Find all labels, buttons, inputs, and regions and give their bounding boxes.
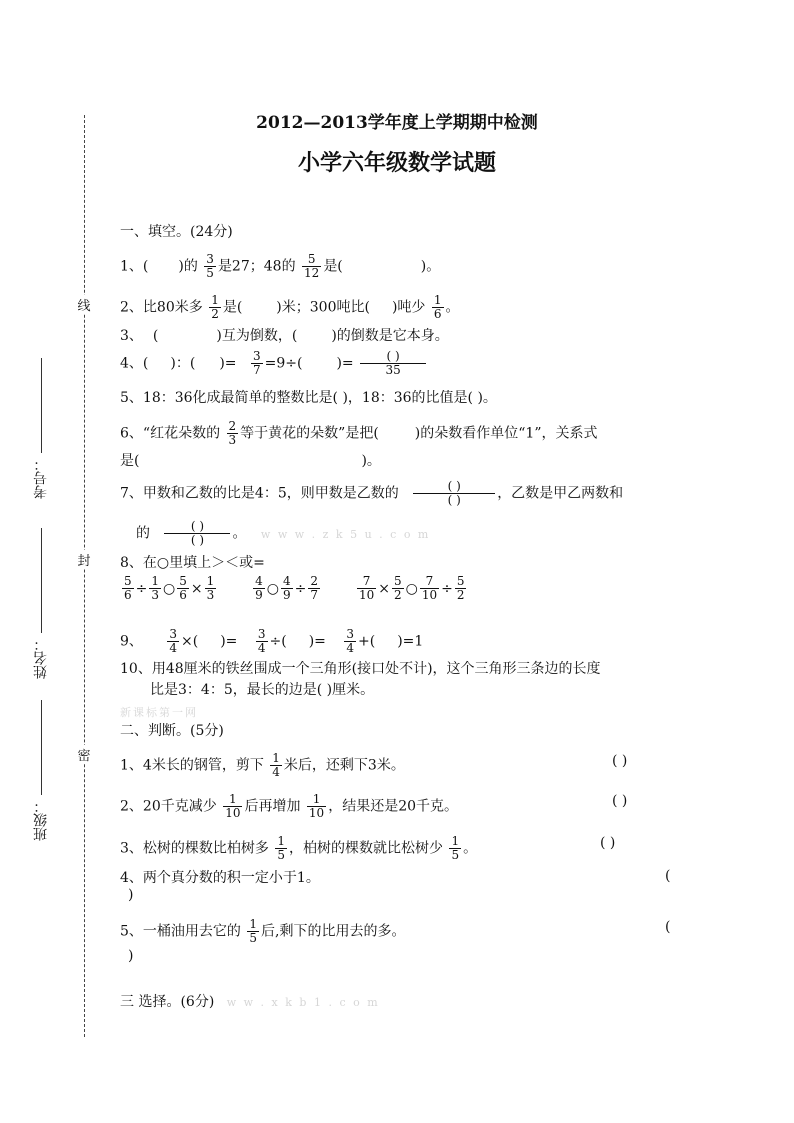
judge-answer-4-close: ) [128,887,134,903]
judge-answer-5-open[interactable]: ( [665,919,671,935]
judge-answer-4-open[interactable]: ( [665,868,671,884]
question-1-6: 6、“红花朵数的 $\frac{2}{3}$ 等于黄花的朵数”是把( )的朵数看作单位“1”，关系式 [120,419,598,447]
fraction: $\frac{3}{7}$ [252,349,261,377]
question-1-9: 9、 $\frac{3}{4}$ ×( )= $\frac{3}{4}$ ÷( )= $\frac{3}{4}$ +( )=1 [120,627,424,655]
compare-item-2: $\frac{4}{9}$ ○ $\frac{4}{9}$ ÷ $\frac{2}{7}$ [255,574,319,602]
class-label: 班级： [33,799,49,841]
binding-char-mi: 密 [76,745,92,764]
question-1-10-line2: 比是3：4：5，最长的边是( )厘米。 [150,682,375,698]
student-name-line [41,528,42,633]
section1-heading: 一、填空。(24分) [120,224,233,240]
class-line [41,700,42,795]
section3-heading: 三 选择。(6分) w w . x k b 1 . c o m [120,994,380,1010]
binding-char-feng: 封 [76,550,92,569]
compare-item-1: $\frac{5}{6}$ ÷ $\frac{1}{3}$ ○ $\frac{5}{6}$ × $\frac{1}{3}$ [124,574,215,602]
judge-question-5: 5、一桶油用去它的 $\frac{1}{5}$ 后,剩下的比用去的多。 [120,917,406,945]
question-1-4: 4、( )：( )= $\frac{3}{7}$ =9÷( )= $\frac{( )}{35}$ [120,350,428,377]
question-1-10: 10、用48厘米的铁丝围成一个三角形(接口处不计)，这个三角形三条边的长度 [120,661,601,677]
watermark: w w w . z k 5 u . c o m [260,527,431,541]
exam-number-label: 考号： [33,457,49,499]
class-field[interactable] [30,700,52,841]
binding-char-xian: 线 [76,295,92,314]
student-name-field[interactable] [30,528,52,679]
judge-question-2: 2、20千克减少 $\frac{1}{10}$ 后再增加 $\frac{1}{10}$ ，结果还是20千克。 [120,792,459,820]
fraction: $\frac{1}{6}$ [433,293,442,321]
fraction: $\frac{5}{12}$ [304,252,320,280]
fraction: $\frac{1}{2}$ [211,293,219,321]
exam-number-line [41,358,42,453]
question-1-7-line2: 的 $\frac{( )}{( )}$ 。 w w w . z k 5 u . c o m [136,519,431,547]
section2-heading: 二、判断。(5分) [120,723,224,739]
binding-dashed-line [84,115,85,1037]
exam-subtitle: 小学六年级数学试题 [297,150,496,176]
judge-answer-2[interactable]: ( ) [612,793,628,809]
compare-circle: ○ [405,580,418,597]
student-name-label: 姓名： [33,637,49,679]
compare-item-3: $\frac{7}{10}$ × $\frac{5}{2}$ ○ $\frac{7}{10}$ ÷ $\frac{5}{2}$ [358,574,465,602]
question-1-7: 7、甲数和乙数的比是4：5，则甲数是乙数的 $\frac{( )}{( )}$ ，乙数是甲乙两数和 [120,479,624,507]
fraction: $\frac{3}{5}$ [206,252,214,280]
question-1-1: 1、( )的 $\frac{3}{5}$ 是27；48的 $\frac{5}{12}$ 是( )。 [120,252,441,280]
judge-question-4: 4、两个真分数的积一定小于1。 [120,870,320,886]
question-1-8-items [120,575,468,602]
fraction: $\frac{( )}{( )}$ [164,520,230,547]
question-1-2: 2、比80米多 $\frac{1}{2}$ 是( )米；300吨比( )吨少 $\frac{1}{6}$ 。 [120,293,460,321]
question-1-6-line2: 是( )。 [120,453,381,469]
judge-answer-3[interactable]: ( ) [600,835,616,851]
question-1-3: 3、 ( )互为倒数，( )的倒数是它本身。 [120,328,449,344]
watermark: w w . x k b 1 . c o m [226,996,380,1009]
fraction: $\frac{( )}{35}$ [360,350,426,377]
watermark: 新课标第一网 [120,706,198,719]
compare-circle: ○ [266,580,280,597]
exam-number-field[interactable] [30,358,52,499]
compare-circle: ○ [163,580,176,597]
fraction: $\frac{2}{3}$ [228,419,237,447]
judge-answer-5-close: ) [128,948,134,964]
question-1-5: 5、18：36化成最简单的整数比是( )，18：36的比值是( )。 [120,390,497,406]
exam-title: 2012—2013学年度上学期期中检测 [256,113,538,133]
judge-answer-1[interactable]: ( ) [612,753,628,769]
judge-question-1: 1、4米长的钢管，剪下 $\frac{1}{4}$ 米后，还剩下3米。 [120,751,405,779]
fraction: $\frac{( )}{( )}$ [413,480,495,507]
judge-question-3: 3、松树的棵数比柏树多 $\frac{1}{5}$ ，柏树的棵数就比松树少 $\frac{1}{5}$ 。 [120,834,478,862]
question-1-8: 8、在○里填上＞＜或= [120,555,265,571]
